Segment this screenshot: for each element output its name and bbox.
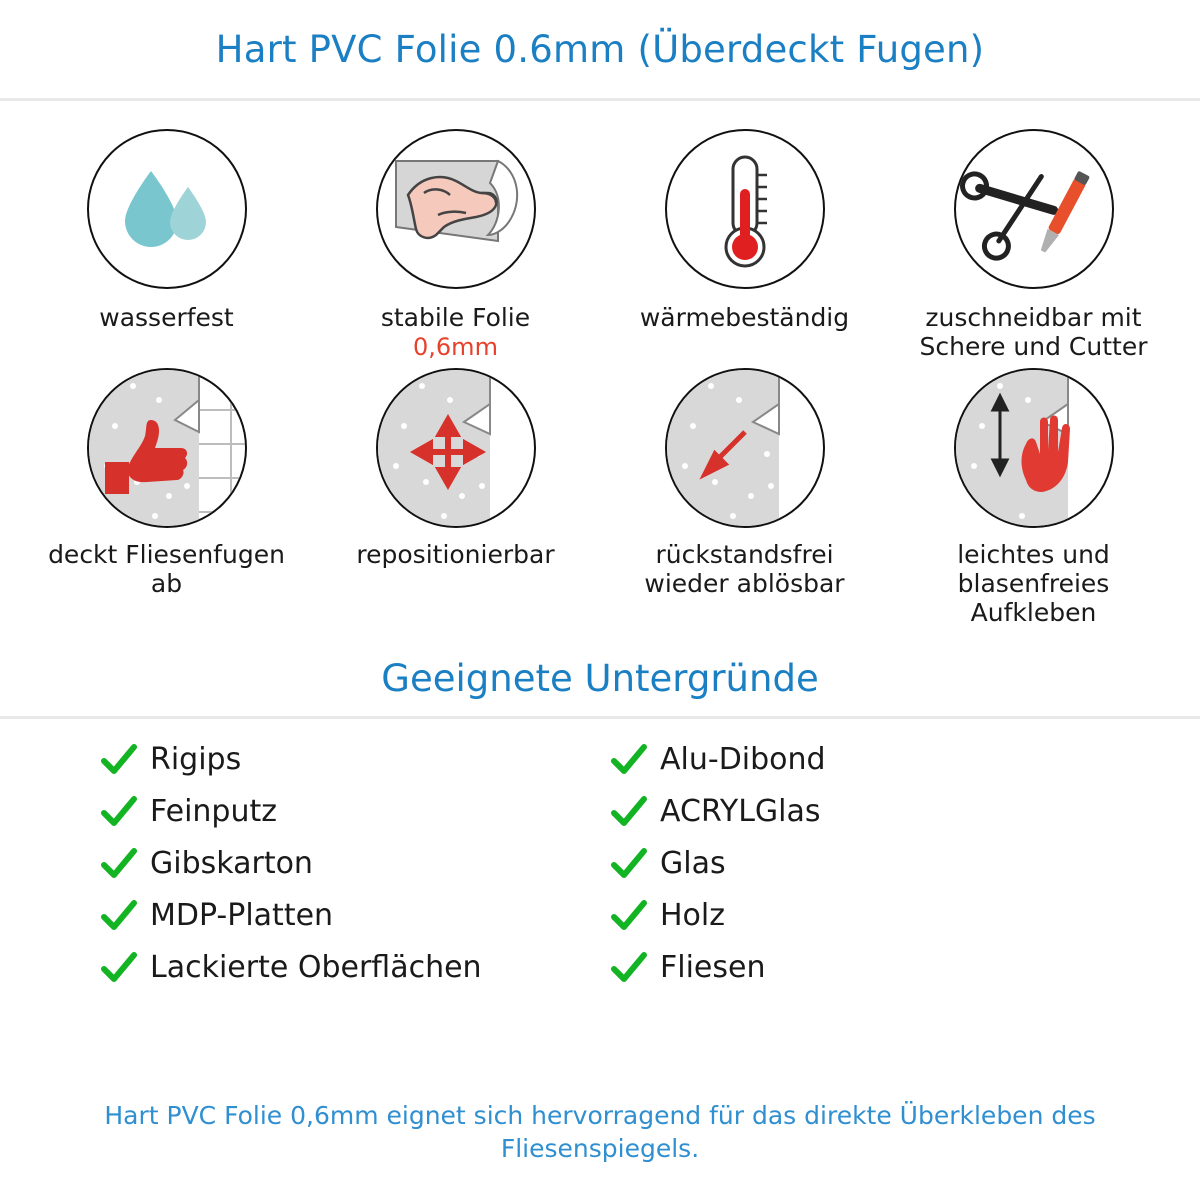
check-mark-icon <box>610 793 648 831</box>
hand-smoothing-icon <box>954 368 1114 528</box>
strong-arm-icon <box>376 129 536 289</box>
feature-item <box>604 368 885 627</box>
check-mark-icon <box>100 741 138 779</box>
list-item-label: MDP-Platten <box>150 897 334 933</box>
feature-item <box>604 129 885 362</box>
check-mark-icon <box>100 949 138 987</box>
feature-item <box>893 368 1174 627</box>
list-item-label: Feinputz <box>150 793 277 829</box>
feature-label: rückstandsfrei wieder ablösbar <box>644 539 845 598</box>
check-mark-icon <box>100 845 138 883</box>
list-item <box>100 845 600 883</box>
list-item <box>100 793 600 831</box>
list-item <box>610 949 1110 987</box>
section-header <box>0 657 1200 719</box>
feature-label: zuschneidbar mit Schere und Cutter <box>919 303 1148 361</box>
feature-item <box>26 368 307 627</box>
footer-note: Hart PVC Folie 0,6mm eignet sich hervorragend für das direkte Überkleben des Fliesenspiegels. <box>104 1100 1096 1164</box>
list-item <box>610 845 1110 883</box>
check-mark-icon <box>100 793 138 831</box>
list-item-label: Alu-Dibond <box>660 741 826 777</box>
peel-off-arrow-icon <box>665 368 825 528</box>
section-title: Geeignete Untergründe <box>381 656 819 700</box>
feature-item <box>893 129 1174 362</box>
substrate-lists <box>0 741 1200 1001</box>
thumbs-up-tiles-icon <box>87 368 247 528</box>
list-item-label: ACRYLGlas <box>660 793 821 829</box>
thermometer-icon <box>665 129 825 289</box>
water-drops-icon <box>87 129 247 289</box>
substrate-list-right <box>610 741 1110 1001</box>
list-item <box>100 897 600 935</box>
check-mark-icon <box>610 897 648 935</box>
feature-item <box>26 129 307 362</box>
page-title: Hart PVC Folie 0.6mm (Überdeckt Fugen) <box>215 27 985 71</box>
page-header <box>0 0 1200 101</box>
feature-label: deckt Fliesenfugen ab <box>48 539 285 598</box>
check-mark-icon <box>610 741 648 779</box>
list-item <box>100 741 600 779</box>
list-item <box>100 949 600 987</box>
feature-label: wärmebeständig <box>639 303 850 332</box>
list-item-label: Glas <box>660 845 726 881</box>
feature-sublabel: 0,6mm <box>413 333 498 361</box>
feature-item <box>315 129 596 362</box>
feature-label-text: stabile Folie <box>380 303 531 332</box>
list-item-label: Fliesen <box>660 949 766 985</box>
list-item-label: Holz <box>660 897 725 933</box>
check-mark-icon <box>610 949 648 987</box>
substrate-list-left <box>100 741 600 1001</box>
reposition-arrows-icon <box>376 368 536 528</box>
feature-grid <box>0 101 1200 627</box>
list-item-label: Gibskarton <box>150 845 313 881</box>
list-item <box>610 897 1110 935</box>
list-item-label: Lackierte Oberflächen <box>150 949 482 985</box>
scissors-cutter-icon <box>954 129 1114 289</box>
list-item-label: Rigips <box>150 741 242 777</box>
feature-label: wasserfest <box>99 303 234 332</box>
list-item <box>610 793 1110 831</box>
check-mark-icon <box>610 845 648 883</box>
list-item <box>610 741 1110 779</box>
feature-label <box>381 303 530 362</box>
feature-label: repositionierbar <box>356 539 555 569</box>
feature-item <box>315 368 596 627</box>
feature-label: leichtes und blasenfreies Aufkleben <box>957 539 1110 627</box>
check-mark-icon <box>100 897 138 935</box>
